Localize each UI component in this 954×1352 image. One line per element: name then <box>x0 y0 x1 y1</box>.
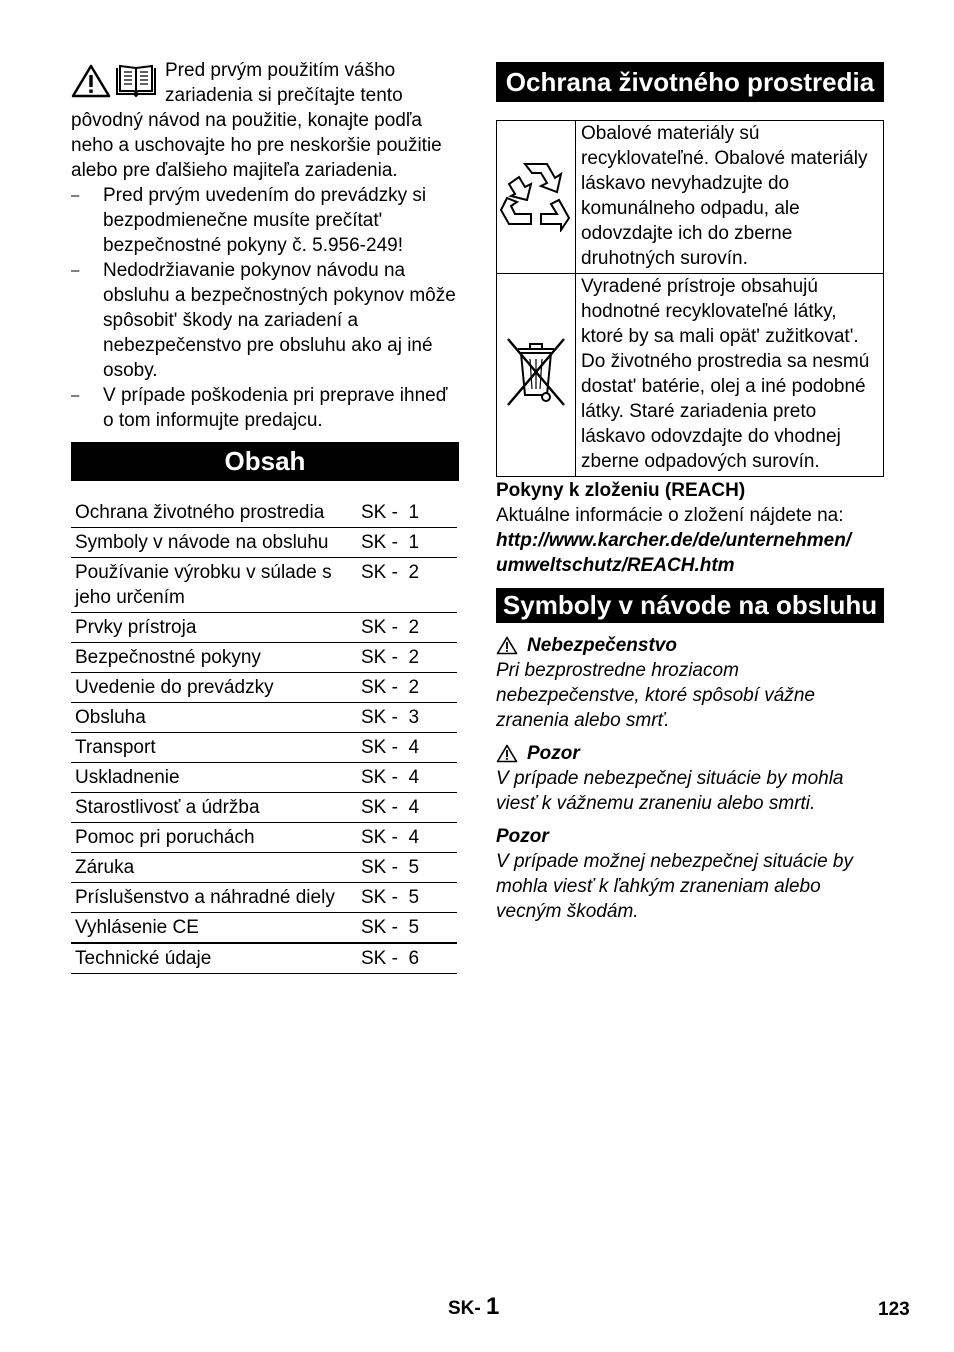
manual-book-icon <box>115 64 157 98</box>
toc-entry-page: SK - 2 <box>361 613 457 643</box>
toc-entry-page: SK - 2 <box>361 643 457 673</box>
toc-entry-page: SK - 1 <box>361 498 457 528</box>
intro-bullet-list <box>71 183 459 433</box>
toc-entry-title[interactable]: Uvedenie do prevádzky <box>71 673 361 703</box>
toc-entry-page: SK - 5 <box>361 883 457 913</box>
environment-text: Obalové materiály sú recyklovateľné. Obalové materiály láskavo nevyhadzujte do komunálneho odpadu, ale odovzdajte ich do zberne druhotných surovín. <box>576 121 884 274</box>
warning-text: V prípade nebezpečnej situácie by mohla viesť k vážnemu zraneniu alebo smrti. <box>496 768 844 814</box>
footer-section-number: 1 <box>486 1293 500 1320</box>
danger-title-row <box>496 633 884 658</box>
toc-entry-page: SK - 5 <box>361 853 457 883</box>
table-row[interactable] <box>71 703 457 733</box>
toc-heading: Obsah <box>71 442 459 481</box>
reach-title: Pokyny k zloženiu (REACH) <box>496 480 746 501</box>
list-item: – Pred prvým uvedením do prevádzky si bezpodmienečne musíte prečítat' bezpečnostné pokyny č. 5.956-249! <box>71 183 459 258</box>
toc-entry-page: SK - 3 <box>361 703 457 733</box>
caution-title: Pozor <box>496 826 549 847</box>
table-of-contents <box>71 498 457 974</box>
right-column <box>496 62 884 924</box>
footer-dash: - <box>474 1298 481 1319</box>
symbols-section <box>496 633 884 924</box>
toc-entry-page: SK - 4 <box>361 823 457 853</box>
toc-entry-title[interactable]: Starostlivosť a údržba <box>71 793 361 823</box>
environment-table <box>496 120 884 477</box>
table-row[interactable] <box>71 528 457 558</box>
reach-link[interactable] <box>496 528 884 578</box>
icon-cell <box>497 121 576 274</box>
toc-entry-page: SK - 5 <box>361 913 457 944</box>
table-row[interactable] <box>71 763 457 793</box>
toc-entry-title[interactable]: Obsluha <box>71 703 361 733</box>
warning-title: Pozor <box>527 743 580 764</box>
toc-entry-title[interactable]: Prvky prístroja <box>71 613 361 643</box>
footer-section-label <box>448 1294 499 1321</box>
toc-entry-title[interactable]: Transport <box>71 733 361 763</box>
table-row[interactable] <box>71 823 457 853</box>
toc-entry-page: SK - 4 <box>361 733 457 763</box>
warning-triangle-icon <box>71 64 111 98</box>
table-row[interactable] <box>71 673 457 703</box>
table-row[interactable] <box>71 883 457 913</box>
recycling-icon <box>499 156 573 232</box>
toc-entry-title[interactable]: Vyhlásenie CE <box>71 913 361 944</box>
footer-lang: SK <box>448 1298 475 1319</box>
reach-text: Aktuálne informácie o zložení nájdete na: <box>496 505 844 526</box>
toc-entry-title[interactable]: Pomoc pri poruchách <box>71 823 361 853</box>
crossed-bin-icon <box>504 335 568 409</box>
table-row[interactable] <box>71 793 457 823</box>
toc-entry-title[interactable]: Uskladnenie <box>71 763 361 793</box>
page-number: 123 <box>878 1299 910 1320</box>
toc-entry-title[interactable]: Symboly v návode na obsluhu <box>71 528 361 558</box>
reach-link-line-1[interactable]: http://www.karcher.de/de/unternehmen/ <box>496 530 852 551</box>
table-row[interactable] <box>71 733 457 763</box>
toc-entry-page: SK - 2 <box>361 558 457 613</box>
table-row <box>497 121 884 274</box>
icon-cell <box>497 274 576 477</box>
toc-entry-page: SK - 6 <box>361 943 457 974</box>
intro-icons <box>71 64 157 98</box>
toc-entry-title[interactable]: Technické údaje <box>71 943 361 974</box>
list-item: – V prípade poškodenia pri preprave ihneď o tom informujte predajcu. <box>71 383 459 433</box>
reach-link-line-2[interactable]: umweltschutz/REACH.htm <box>496 555 735 576</box>
toc-entry-title[interactable]: Používanie výrobku v súlade s jeho určením <box>71 558 361 613</box>
table-row[interactable] <box>71 558 457 613</box>
toc-entry-title[interactable]: Príslušenstvo a náhradné diely <box>71 883 361 913</box>
table-row[interactable] <box>71 943 457 974</box>
table-row[interactable] <box>71 498 457 528</box>
toc-entry-page: SK - 1 <box>361 528 457 558</box>
toc-entry-title[interactable]: Záruka <box>71 853 361 883</box>
environment-text: Vyradené prístroje obsahujú hodnotné recyklovateľné látky, ktoré by sa mali opät' zužitkovat'. Do životného prostredia sa nesmú dostat' batérie, olej a iné podobné látky. Staré zariadenia preto láskavo odovzdajte do vhodnej zberne odpadových surovín. <box>576 274 884 477</box>
intro-section <box>71 58 459 433</box>
symbols-heading: Symboly v návode na obsluhu <box>496 588 884 623</box>
toc-entry-page: SK - 2 <box>361 673 457 703</box>
caution-text: V prípade možnej nebezpečnej situácie by mohla viesť k ľahkým zraneniam alebo vecným škodám. <box>496 851 854 922</box>
toc-entry-page: SK - 4 <box>361 793 457 823</box>
table-row[interactable] <box>71 853 457 883</box>
table-row[interactable] <box>71 613 457 643</box>
table-row[interactable] <box>71 913 457 944</box>
table-row <box>497 274 884 477</box>
intro-text: Pred prvým použitím vášho zariadenia si prečítajte tento pôvodný návod na použitie, konajte podľa neho a uschovajte ho pre neskoršie použitie alebo pre ďalšieho majiteľa zariadenia. <box>71 60 442 181</box>
warning-title-row <box>496 741 884 766</box>
table-row[interactable] <box>71 643 457 673</box>
danger-title: Nebezpečenstvo <box>527 635 677 656</box>
danger-text: Pri bezprostredne hroziacom nebezpečenstve, ktoré spôsobí vážne zranenia alebo smrť. <box>496 660 815 731</box>
left-column <box>71 58 459 974</box>
toc-entry-page: SK - 4 <box>361 763 457 793</box>
warning-triangle-icon <box>496 744 518 763</box>
environment-heading: Ochrana životného prostredia <box>496 62 884 102</box>
list-item: – Nedodržiavanie pokynov návodu na obsluhu a bezpečnostných pokynov môže spôsobit' škody na zariadení a nebezpečenstvo pre obsluhu ako aj iné osoby. <box>71 258 459 383</box>
toc-entry-title[interactable]: Bezpečnostné pokyny <box>71 643 361 673</box>
warning-triangle-icon <box>496 636 518 655</box>
toc-entry-title[interactable]: Ochrana životného prostredia <box>71 498 361 528</box>
